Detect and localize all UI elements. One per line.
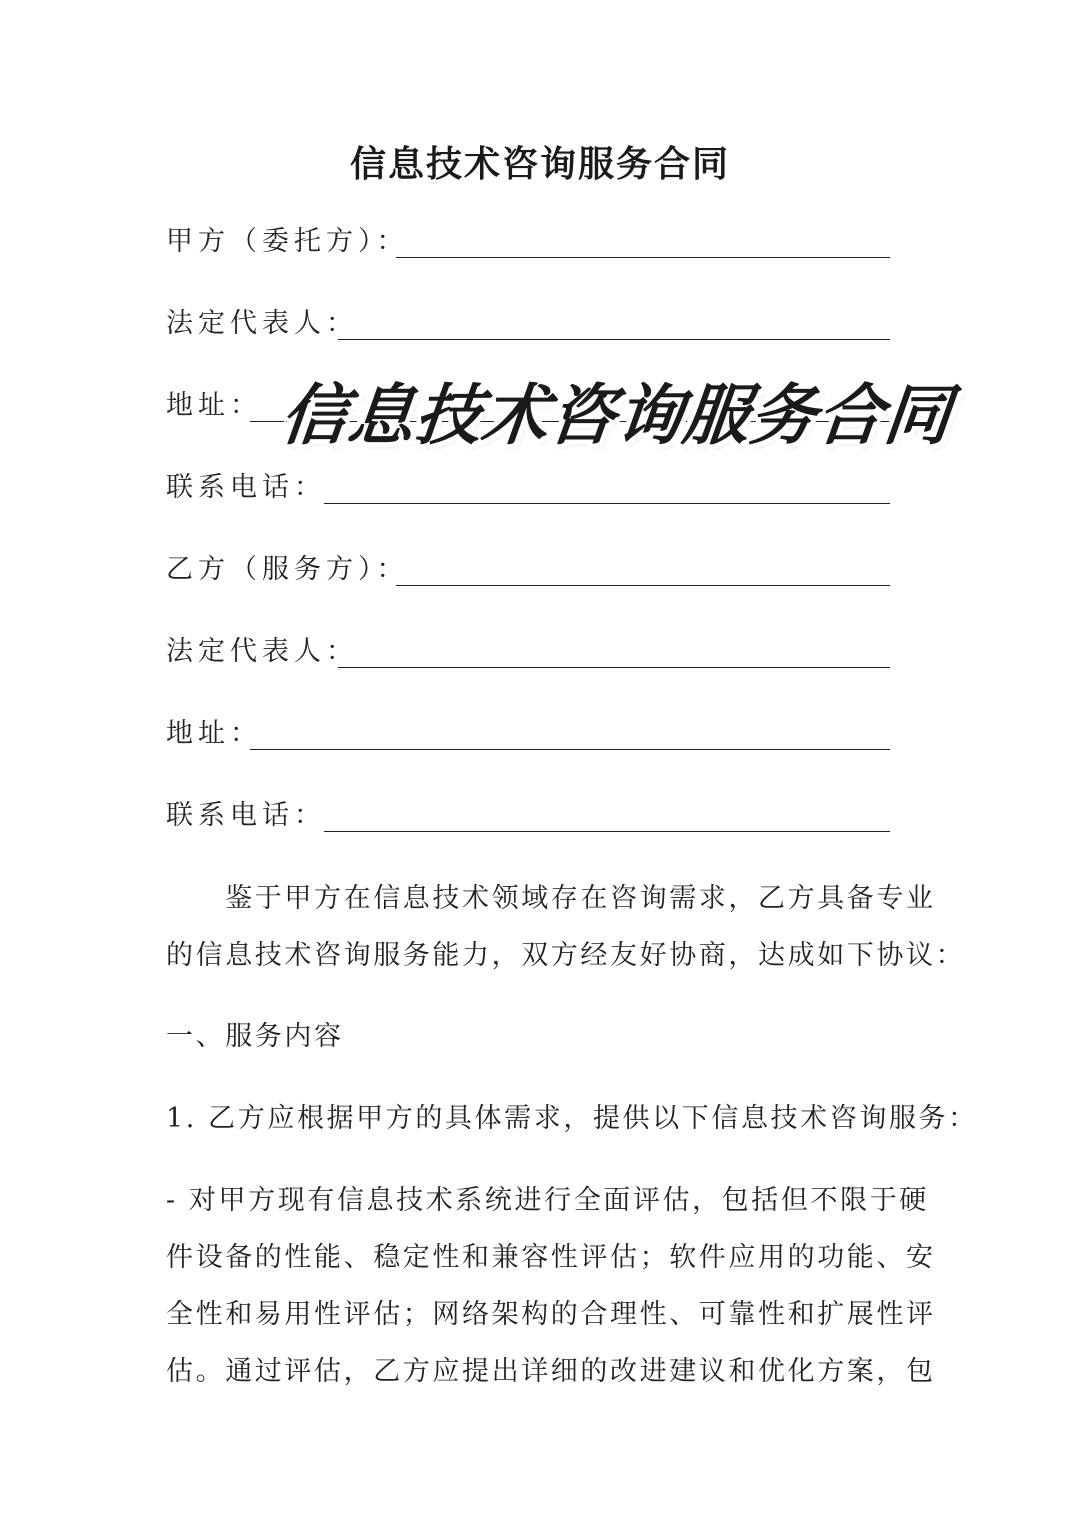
- party-b-phone-blank[interactable]: [324, 831, 890, 832]
- party-b-phone-label: 联系电话：: [166, 800, 326, 831]
- clause-1-item-line: 估。通过评估，乙方应提出详细的改进建议和优化方案，包: [166, 1356, 936, 1387]
- clause-1-item: [166, 1172, 936, 1400]
- party-a-address-label: 地址：: [166, 390, 262, 421]
- clause-1-item-line: - 对甲方现有信息技术系统进行全面评估，包括但不限于硬: [166, 1185, 929, 1216]
- party-b-address-blank[interactable]: [250, 749, 890, 750]
- preamble-line: 鉴于甲方在信息技术领域存在咨询需求，乙方具备专业: [166, 883, 936, 914]
- party-b-phone-field: [166, 796, 890, 836]
- preamble-paragraph: [166, 870, 966, 984]
- party-a-rep-blank[interactable]: [338, 339, 890, 340]
- party-b-name-label: 乙方（服务方）：: [166, 554, 409, 585]
- party-b-rep-field: [166, 632, 890, 672]
- party-b-rep-label: 法定代表人：: [166, 636, 358, 667]
- party-b-name-field: [166, 550, 890, 590]
- party-a-phone-field: [166, 468, 890, 508]
- clause-1-item-line: 全性和易用性评估；网络架构的合理性、可靠性和扩展性评: [166, 1299, 936, 1330]
- party-b-address-field: [166, 714, 890, 754]
- section-1-heading: 一、服务内容: [166, 1021, 344, 1052]
- preamble-line: 的信息技术咨询服务能力，双方经友好协商，达成如下协议：: [166, 940, 966, 971]
- party-a-name-field: [166, 222, 890, 262]
- clause-1-item-line: 件设备的性能、稳定性和兼容性评估；软件应用的功能、安: [166, 1242, 936, 1273]
- party-a-name-blank[interactable]: [396, 257, 890, 258]
- party-a-rep-field: [166, 304, 890, 344]
- party-b-address-label: 地址：: [166, 718, 262, 749]
- party-a-rep-label: 法定代表人：: [166, 308, 358, 339]
- party-a-phone-label: 联系电话：: [166, 472, 326, 503]
- overlay-title-banner: 信息技术咨询服务合同: [277, 377, 956, 454]
- party-a-phone-blank[interactable]: [324, 503, 890, 504]
- party-b-rep-blank[interactable]: [338, 667, 890, 668]
- document-title: 信息技术咨询服务合同: [349, 144, 730, 185]
- party-a-name-label: 甲方（委托方）：: [166, 226, 409, 257]
- clause-1: 1. 乙方应根据甲方的具体需求，提供以下信息技术咨询服务：: [166, 1103, 978, 1134]
- party-b-name-blank[interactable]: [396, 585, 890, 586]
